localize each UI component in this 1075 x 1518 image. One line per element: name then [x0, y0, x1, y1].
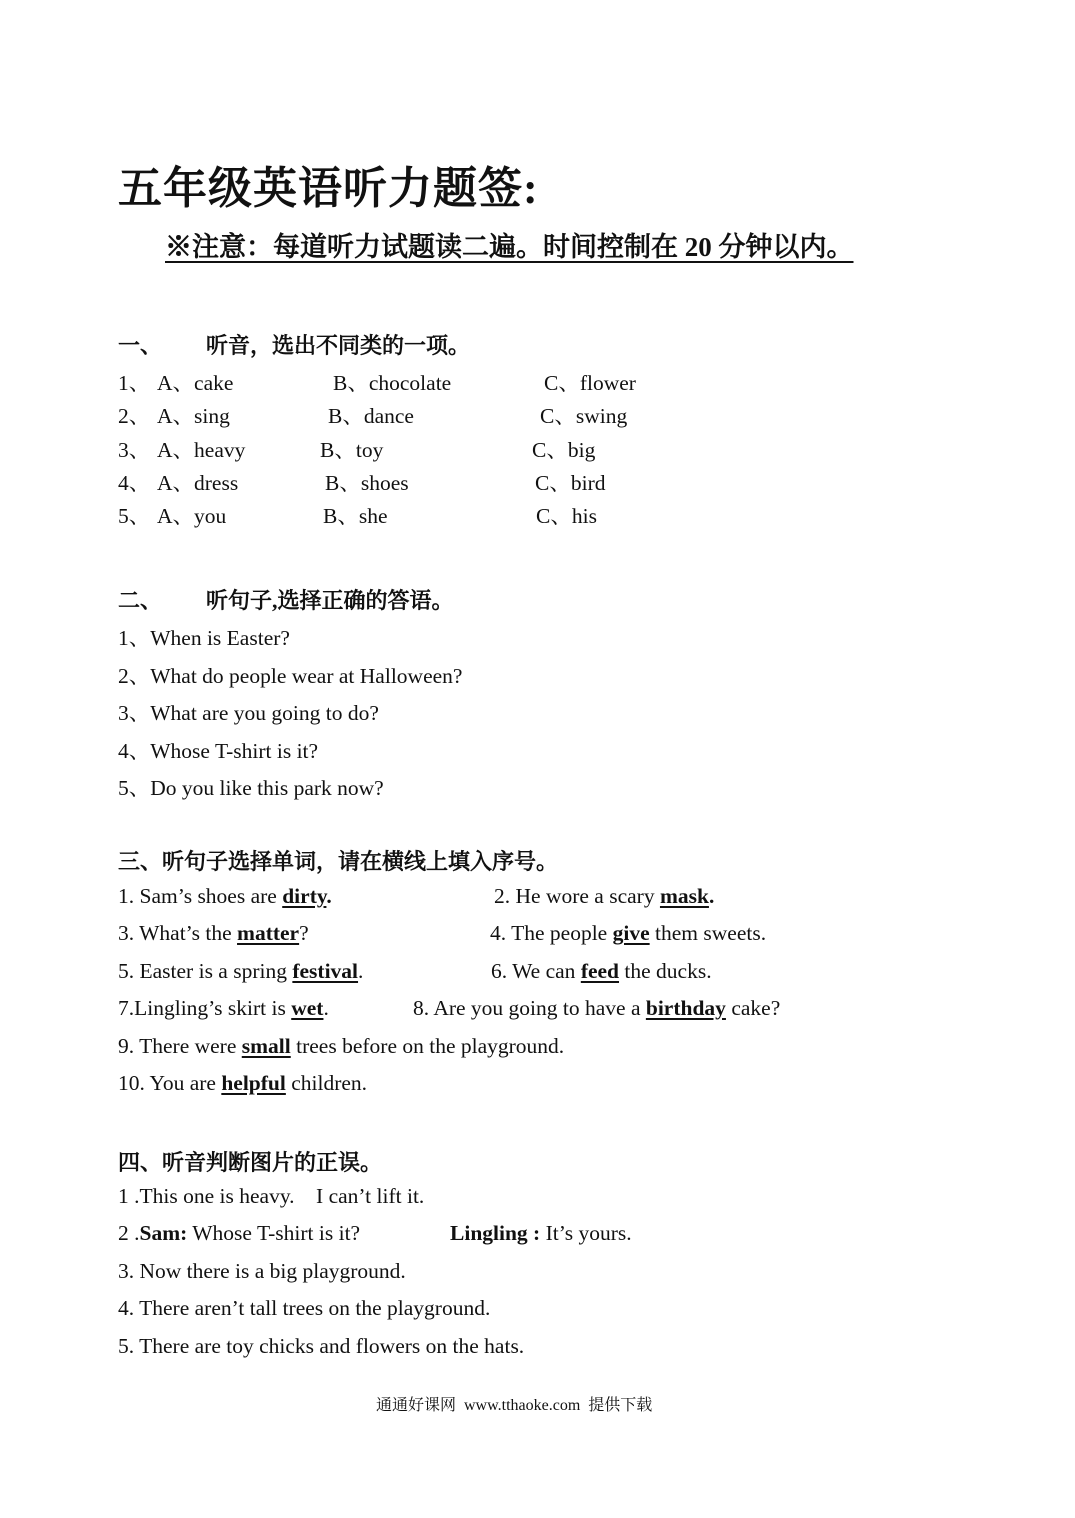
s2-question3: 3、What are you going to do? [118, 701, 379, 725]
s4-line3: 3. Now there is a big playground. [118, 1259, 406, 1283]
s3-sentence7: 7.Lingling’s skirt is wet. [118, 996, 329, 1020]
s1-item2-number: 2、 [118, 404, 151, 428]
s3-keyword-mask: mask [659, 884, 709, 908]
s3-sentence10: 10. You are helpful children. [118, 1071, 368, 1095]
s3-sentence8: 8. Are you going to have a birthday cake? [413, 996, 781, 1020]
s3-keyword-dirty: dirty [282, 884, 327, 908]
s2-question2: 2、What do people wear at Halloween? [118, 664, 463, 688]
s1-item5-option-a: A、you [157, 504, 227, 528]
s1-item5-option-b: B、she [323, 504, 388, 528]
section1-title: 听音，选出不同类的一项。 [206, 333, 471, 358]
section2-title: 听句子,选择正确的答语。 [206, 588, 454, 613]
s3-sentence5: 5. Easter is a spring festival. [118, 959, 364, 983]
page-title: 五年级英语听力题签: [118, 164, 539, 213]
s3-keyword-helpful: helpful [221, 1071, 286, 1095]
s4-line4: 4. There aren’t tall trees on the playground. [118, 1296, 491, 1320]
s3-keyword-birthday: birthday [645, 996, 726, 1020]
s3-keyword-wet: wet [291, 996, 324, 1020]
s1-item3-option-a: A、heavy [157, 438, 246, 462]
s4-line2-reply: Lingling : It’s yours. [450, 1221, 632, 1245]
s3-sentence1: 1. Sam’s shoes are dirty. [118, 884, 332, 908]
s1-item4-option-b: B、shoes [325, 471, 409, 495]
section4-title: 四、听音判断图片的正误。 [118, 1150, 383, 1175]
s1-item1-option-a: A、cake [157, 371, 234, 395]
s3-keyword-give: give [612, 921, 650, 945]
s1-item2-option-a: A、sing [157, 404, 230, 428]
s4-line1: 1 .This one is heavy. I can’t lift it. [118, 1184, 425, 1208]
s3-keyword-feed: feed [580, 959, 620, 983]
s1-item3-number: 3、 [118, 438, 151, 462]
notice-text: ※注意：每道听力试题读二遍。时间控制在 20 分钟以内。 [165, 232, 854, 262]
s4-speaker-sam: Sam: [139, 1221, 188, 1245]
footer-text: 通通好课网 www.tthaoke.com 提供下载 [376, 1397, 653, 1414]
s2-question5: 5、Do you like this park now? [118, 776, 384, 800]
s4-speaker-lingling: Lingling : [450, 1221, 541, 1245]
s1-item1-option-c: C、flower [544, 371, 636, 395]
s3-sentence6: 6. We can feed the ducks. [491, 959, 712, 983]
s3-sentence4: 4. The people give them sweets. [490, 921, 767, 945]
s1-item3-option-c: C、big [532, 438, 596, 462]
s1-item3-option-b: B、toy [320, 438, 384, 462]
section3-title: 三、听句子选择单词，请在横线上填入序号。 [118, 849, 559, 874]
s1-item2-option-b: B、dance [328, 404, 414, 428]
s4-line2: 2 .Sam: Whose T-shirt is it? [118, 1221, 361, 1245]
s1-item5-option-c: C、his [536, 504, 597, 528]
s3-sentence2: 2. He wore a scary mask. [494, 884, 715, 908]
s3-sentence3: 3. What’s the matter? [118, 921, 309, 945]
section1-number: 一、 [118, 333, 163, 358]
s1-item5-number: 5、 [118, 504, 151, 528]
s1-item1-number: 1、 [118, 371, 151, 395]
section2-number: 二、 [118, 588, 163, 613]
s1-item4-option-a: A、dress [157, 471, 239, 495]
s3-keyword-matter: matter [237, 921, 300, 945]
s3-keyword-festival: festival [292, 959, 359, 983]
s2-question1: 1、When is Easter? [118, 626, 290, 650]
s1-item4-number: 4、 [118, 471, 151, 495]
s2-question4: 4、Whose T-shirt is it? [118, 739, 319, 763]
s3-sentence9: 9. There were small trees before on the playground. [118, 1034, 565, 1058]
s4-line5: 5. There are toy chicks and flowers on the hats. [118, 1334, 525, 1358]
s1-item4-option-c: C、bird [535, 471, 606, 495]
s1-item1-option-b: B、chocolate [333, 371, 452, 395]
s1-item2-option-c: C、swing [540, 404, 628, 428]
s3-keyword-small: small [241, 1034, 291, 1058]
